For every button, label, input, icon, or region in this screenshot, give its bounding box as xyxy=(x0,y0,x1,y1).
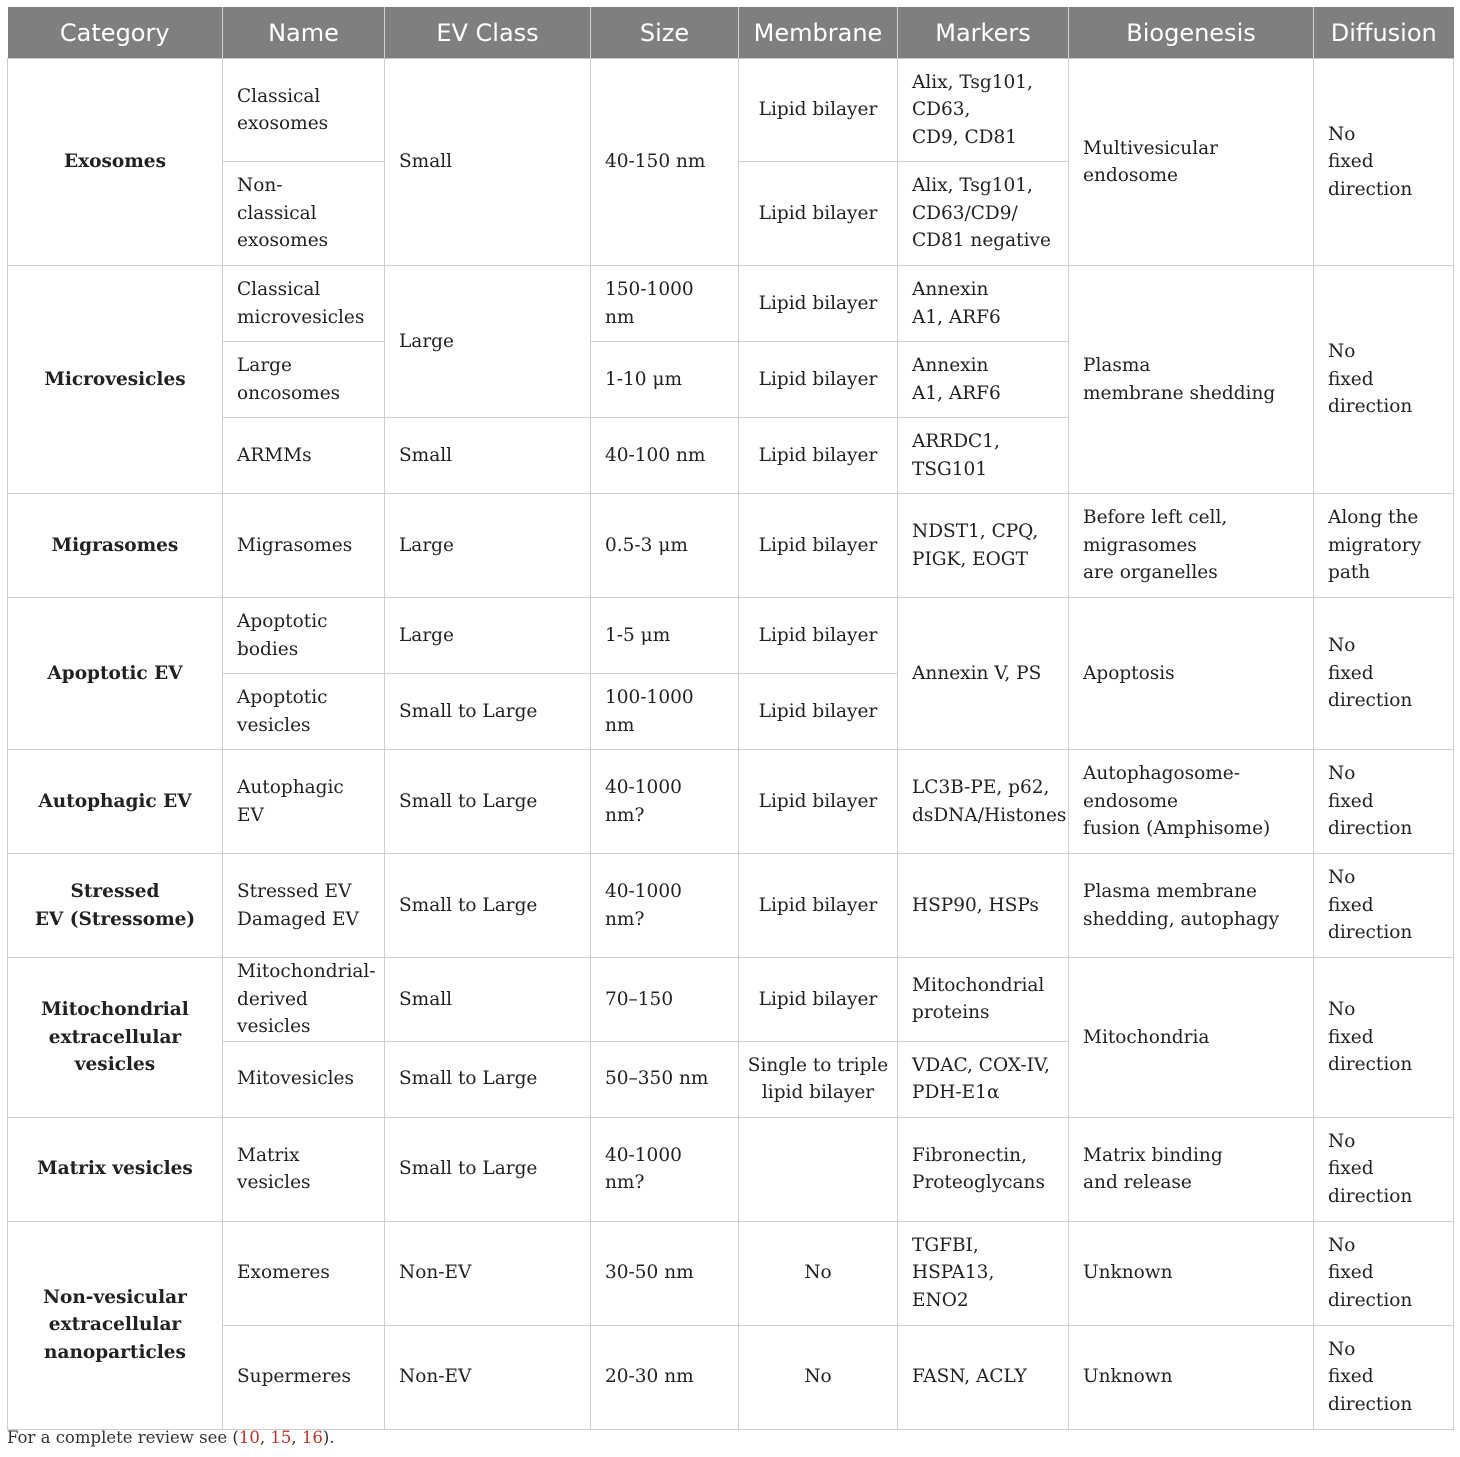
ev-class-cell: Large xyxy=(385,598,591,674)
name-cell: Apoptotic vesicles xyxy=(223,674,385,750)
reference-link[interactable]: 16 xyxy=(301,1428,323,1447)
size-cell: 40-1000 nm? xyxy=(591,854,739,958)
table-row xyxy=(8,854,1454,958)
ev-class-cell: Small to Large xyxy=(385,1041,591,1117)
table-row xyxy=(8,266,1454,342)
biogenesis-cell: Plasma membrane shedding xyxy=(1069,266,1314,494)
name-cell: Matrix vesicles xyxy=(223,1117,385,1221)
ev-class-cell: Small to Large xyxy=(385,854,591,958)
table-container xyxy=(7,7,1453,1430)
name-cell: Classical microvesicles xyxy=(223,266,385,342)
table-footnote xyxy=(7,1428,335,1447)
ev-class-cell: Non-EV xyxy=(385,1325,591,1429)
name-cell: Stressed EV Damaged EV xyxy=(223,854,385,958)
size-cell: 0.5-3 μm xyxy=(591,494,739,598)
name-cell: Autophagic EV xyxy=(223,750,385,854)
size-cell: 40-1000 nm? xyxy=(591,1117,739,1221)
biogenesis-cell: Apoptosis xyxy=(1069,598,1314,750)
category-cell: Matrix vesicles xyxy=(8,1117,223,1221)
size-cell: 40-100 nm xyxy=(591,418,739,494)
header-markers: Markers xyxy=(898,7,1069,59)
membrane-cell: Lipid bilayer xyxy=(739,494,898,598)
membrane-cell: No xyxy=(739,1325,898,1429)
ev-class-cell: Large xyxy=(385,266,591,418)
biogenesis-cell: Before left cell, migrasomes are organelles xyxy=(1069,494,1314,598)
markers-cell: ARRDC1, TSG101 xyxy=(898,418,1069,494)
header-ev-class: EV Class xyxy=(385,7,591,59)
name-cell: Mitochondrial- derived vesicles xyxy=(223,958,385,1042)
membrane-cell: Lipid bilayer xyxy=(739,958,898,1042)
diffusion-cell: No fixed direction xyxy=(1314,958,1454,1118)
size-cell: 100-1000 nm xyxy=(591,674,739,750)
diffusion-cell: No fixed direction xyxy=(1314,1117,1454,1221)
header-diffusion: Diffusion xyxy=(1314,7,1454,59)
header-size: Size xyxy=(591,7,739,59)
header-row xyxy=(8,7,1454,59)
reference-link[interactable]: 10 xyxy=(238,1428,260,1447)
table-row xyxy=(8,958,1454,1042)
diffusion-cell: No fixed direction xyxy=(1314,1221,1454,1325)
name-cell: Non- classical exosomes xyxy=(223,162,385,266)
diffusion-cell: No fixed direction xyxy=(1314,59,1454,266)
category-cell: Microvesicles xyxy=(8,266,223,494)
membrane-cell: Lipid bilayer xyxy=(739,162,898,266)
biogenesis-cell: Matrix binding and release xyxy=(1069,1117,1314,1221)
name-cell: Exomeres xyxy=(223,1221,385,1325)
biogenesis-cell: Unknown xyxy=(1069,1221,1314,1325)
header-category: Category xyxy=(8,7,223,59)
name-cell: Large oncosomes xyxy=(223,342,385,418)
ev-class-cell: Large xyxy=(385,494,591,598)
markers-cell: HSP90, HSPs xyxy=(898,854,1069,958)
table-row xyxy=(8,59,1454,162)
size-cell: 20-30 nm xyxy=(591,1325,739,1429)
markers-cell: Mitochondrial proteins xyxy=(898,958,1069,1042)
category-cell: Non-vesicular extracellular nanoparticles xyxy=(8,1221,223,1429)
reference-link[interactable]: 15 xyxy=(270,1428,292,1447)
ev-class-cell: Small to Large xyxy=(385,1117,591,1221)
diffusion-cell: No fixed direction xyxy=(1314,750,1454,854)
markers-cell: VDAC, COX-IV, PDH-E1α xyxy=(898,1041,1069,1117)
membrane-cell: Lipid bilayer xyxy=(739,59,898,162)
size-cell: 150-1000 nm xyxy=(591,266,739,342)
size-cell: 70–150 xyxy=(591,958,739,1042)
ev-class-cell: Small xyxy=(385,958,591,1042)
name-cell: Supermeres xyxy=(223,1325,385,1429)
header-biogenesis: Biogenesis xyxy=(1069,7,1314,59)
membrane-cell: Lipid bilayer xyxy=(739,598,898,674)
table-row xyxy=(8,750,1454,854)
membrane-cell xyxy=(739,1117,898,1221)
markers-cell: Alix, Tsg101, CD63, CD9, CD81 xyxy=(898,59,1069,162)
table-row xyxy=(8,598,1454,674)
table-row xyxy=(8,1117,1454,1221)
category-cell: Migrasomes xyxy=(8,494,223,598)
membrane-cell: Lipid bilayer xyxy=(739,418,898,494)
membrane-cell: No xyxy=(739,1221,898,1325)
ev-class-cell: Non-EV xyxy=(385,1221,591,1325)
membrane-cell: Single to triple lipid bilayer xyxy=(739,1041,898,1117)
biogenesis-cell: Mitochondria xyxy=(1069,958,1314,1118)
membrane-cell: Lipid bilayer xyxy=(739,854,898,958)
name-cell: Classical exosomes xyxy=(223,59,385,162)
biogenesis-cell: Unknown xyxy=(1069,1325,1314,1429)
ev-class-cell: Small to Large xyxy=(385,750,591,854)
table-row xyxy=(8,1221,1454,1325)
biogenesis-cell: Multivesicular endosome xyxy=(1069,59,1314,266)
size-cell: 50–350 nm xyxy=(591,1041,739,1117)
table-row xyxy=(8,494,1454,598)
size-cell: 40-150 nm xyxy=(591,59,739,266)
diffusion-cell: No fixed direction xyxy=(1314,598,1454,750)
header-name: Name xyxy=(223,7,385,59)
footnote-suffix: ). xyxy=(322,1428,335,1447)
category-cell: Stressed EV (Stressome) xyxy=(8,854,223,958)
markers-cell: FASN, ACLY xyxy=(898,1325,1069,1429)
category-cell: Exosomes xyxy=(8,59,223,266)
name-cell: Mitovesicles xyxy=(223,1041,385,1117)
ev-class-cell: Small to Large xyxy=(385,674,591,750)
markers-cell: Alix, Tsg101, CD63/CD9/ CD81 negative xyxy=(898,162,1069,266)
size-cell: 1-10 μm xyxy=(591,342,739,418)
category-cell: Mitochondrial extracellular vesicles xyxy=(8,958,223,1118)
markers-cell: Fibronectin, Proteoglycans xyxy=(898,1117,1069,1221)
membrane-cell: Lipid bilayer xyxy=(739,674,898,750)
diffusion-cell: No fixed direction xyxy=(1314,266,1454,494)
diffusion-cell: Along the migratory path xyxy=(1314,494,1454,598)
markers-cell: NDST1, CPQ, PIGK, EOGT xyxy=(898,494,1069,598)
diffusion-cell: No fixed direction xyxy=(1314,1325,1454,1429)
biogenesis-cell: Plasma membrane shedding, autophagy xyxy=(1069,854,1314,958)
name-cell: ARMMs xyxy=(223,418,385,494)
markers-cell: LC3B-PE, p62, dsDNA/Histones xyxy=(898,750,1069,854)
membrane-cell: Lipid bilayer xyxy=(739,266,898,342)
membrane-cell: Lipid bilayer xyxy=(739,342,898,418)
ev-classification-table xyxy=(7,7,1454,1430)
category-cell: Autophagic EV xyxy=(8,750,223,854)
diffusion-cell: No fixed direction xyxy=(1314,854,1454,958)
markers-cell: Annexin A1, ARF6 xyxy=(898,342,1069,418)
footnote-separator: , xyxy=(259,1428,271,1447)
size-cell: 30-50 nm xyxy=(591,1221,739,1325)
size-cell: 40-1000 nm? xyxy=(591,750,739,854)
ev-class-cell: Small xyxy=(385,418,591,494)
membrane-cell: Lipid bilayer xyxy=(739,750,898,854)
biogenesis-cell: Autophagosome- endosome fusion (Amphisome) xyxy=(1069,750,1314,854)
table-row xyxy=(8,1325,1454,1429)
header-membrane: Membrane xyxy=(739,7,898,59)
size-cell: 1-5 μm xyxy=(591,598,739,674)
name-cell: Apoptotic bodies xyxy=(223,598,385,674)
markers-cell: Annexin A1, ARF6 xyxy=(898,266,1069,342)
markers-cell: TGFBI, HSPA13, ENO2 xyxy=(898,1221,1069,1325)
markers-cell: Annexin V, PS xyxy=(898,598,1069,750)
ev-class-cell: Small xyxy=(385,59,591,266)
footnote-prefix: For a complete review see ( xyxy=(7,1428,239,1447)
name-cell: Migrasomes xyxy=(223,494,385,598)
footnote-separator: , xyxy=(291,1428,302,1447)
category-cell: Apoptotic EV xyxy=(8,598,223,750)
